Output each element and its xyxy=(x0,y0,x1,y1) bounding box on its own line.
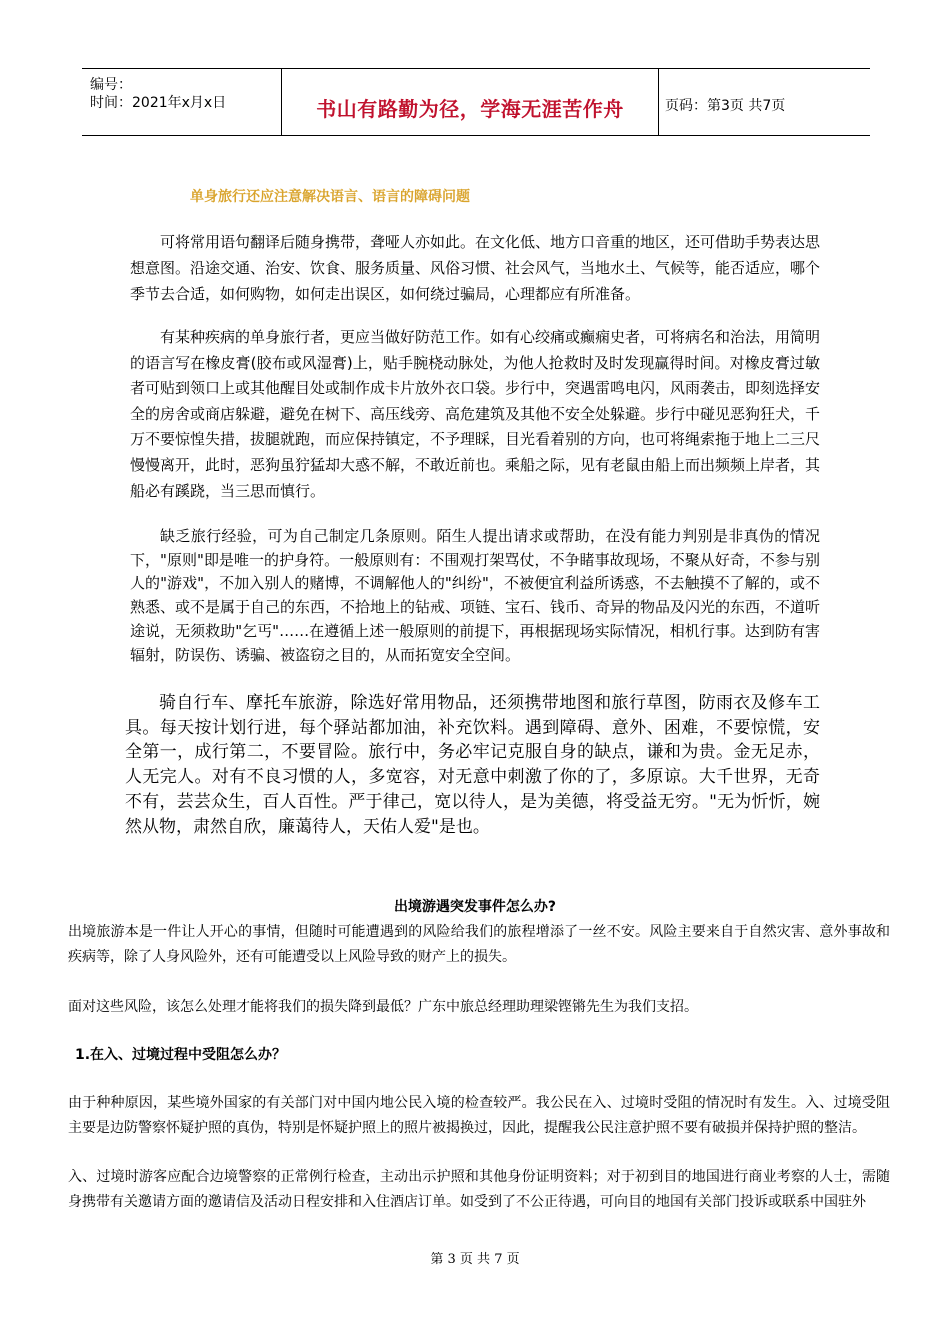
document-header xyxy=(82,68,870,136)
document-date: 时间：2021年x月x日 xyxy=(90,95,227,111)
article-title: 出境游遇突发事件怎么办? xyxy=(393,899,557,915)
paragraph: 面对这些风险，该怎么处理才能将我们的损失降到最低？广东中旅总经理助理梁铿锵先生为我们支招。 xyxy=(68,999,698,1015)
header-page-cell xyxy=(659,69,870,135)
header-meta-cell xyxy=(82,69,282,135)
header-page-number: 页码：第3页 共7页 xyxy=(665,98,786,114)
paragraph: 骑自行车、摩托车旅游，除选好常用物品，还须携带地图和旅行草图，防雨衣及修车工具。每天按计划行进，每个驿站都加油，补充饮料。遇到障碍、意外、困难，不要惊慌，安全第一，成行第二，不要冒险。旅行中，务必牢记克服自身的缺点，谦和为贵。金无足赤，人无完人。对有不良习惯的人，多宽容，对无意中刺激了你的了，多原谅。大千世界，无奇不有，芸芸众生，百人百性。严于律己，宽以待人，是为美德，将受益无穷。"无为忻忻，婉然从物，肃然自欣，廉蔼待人，天佑人爱"是也。 xyxy=(125,693,820,837)
paragraph: 可将常用语句翻译后随身携带，聋哑人亦如此。在文化低、地方口音重的地区，还可借助手势表达思想意图。沿途交通、治安、饮食、服务质量、风俗习惯、社会风气，当地水土、气候等，能否适应，哪个季节去合适，如何购物，如何走出误区，如何绕过骗局，心理都应有所准备。 xyxy=(130,233,821,303)
paragraph: 有某种疾病的单身旅行者，更应当做好防范工作。如有心绞痛或癫痫史者，可将病名和治法，用简明的语言写在橡皮膏(胶布或风湿膏)上，贴手腕桡动脉处，为他人抢救时及时发现赢得时间。对橡皮膏过敏者可贴到领口上或其他醒目处或制作成卡片放外衣口袋。步行中，突遇雷鸣电闪，风雨袭击，即刻选择安全的房舍或商店躲避，避免在树下、高压线旁、高危建筑及其他不安全处躲避。步行中碰见恶狗狂犬，千万不要惊惶失措，拔腿就跑，而应保持镇定，不予理睬，目光看着别的方向，也可将绳索拖于地上二三尺慢慢离开，此时，恶狗虽狞猛却大惑不解，不敢近前也。乘船之际，见有老鼠由船上而出频频上岸者，其船必有蹊跷，当三思而慎行。 xyxy=(130,328,821,500)
page-footer: 第 3 页 共 7 页 xyxy=(430,1252,520,1267)
section-heading: 单身旅行还应注意解决语言、语言的障碍问题 xyxy=(190,189,470,205)
paragraph: 缺乏旅行经验，可为自己制定几条原则。陌生人提出请求或帮助，在没有能力判别是非真伪的情况下，"原则"即是唯一的护身符。一般原则有：不围观打架骂仗，不争睹事故现场，不聚从好奇，不参与别人的"游戏"，不加入别人的赌博，不调解他人的"纠纷"，不被便宜利益所诱惑，不去触摸不了解的，或不熟悉、或不是属于自己的东西，不拾地上的钻戒、项链、宝石、钱币、奇异的物品及闪光的东西，不道听途说，无须救助"乞丐"……在遵循上述一般原则的前提下，再根据现场实际情况，相机行事。达到防有害辐射，防误伤、诱骗、被盗窃之目的，从而拓宽安全空间。 xyxy=(130,527,821,664)
header-motto: 书山有路勤为径，学海无涯苦作舟 xyxy=(316,97,624,121)
header-motto-cell xyxy=(282,69,659,135)
paragraph: 由于种种原因，某些境外国家的有关部门对中国内地公民入境的检查较严。我公民在入、过境时受阻的情况时有发生。入、过境受阻主要是边防警察怀疑护照的真伪，特别是怀疑护照上的照片被揭换过，因此，提醒我公民注意护照不要有破损并保持护照的整洁。 xyxy=(68,1095,890,1136)
paragraph: 出境旅游本是一件让人开心的事情，但随时可能遭遇到的风险给我们的旅程增添了一丝不安。风险主要来自于自然灾害、意外事故和疾病等，除了人身风险外，还有可能遭受以上风险导致的财产上的损失。 xyxy=(68,924,890,965)
paragraph: 入、过境时游客应配合边境警察的正常例行检查，主动出示护照和其他身份证明资料；对于初到目的地国进行商业考察的人士，需随身携带有关邀请方面的邀请信及活动日程安排和入住酒店订单。如受到了不公正待遇，可向目的地国有关部门投诉或联系中国驻外 xyxy=(68,1169,890,1210)
document-number: 编号： xyxy=(90,77,132,93)
sub-heading: 1.在入、过境过程中受阻怎么办？ xyxy=(75,1047,287,1063)
